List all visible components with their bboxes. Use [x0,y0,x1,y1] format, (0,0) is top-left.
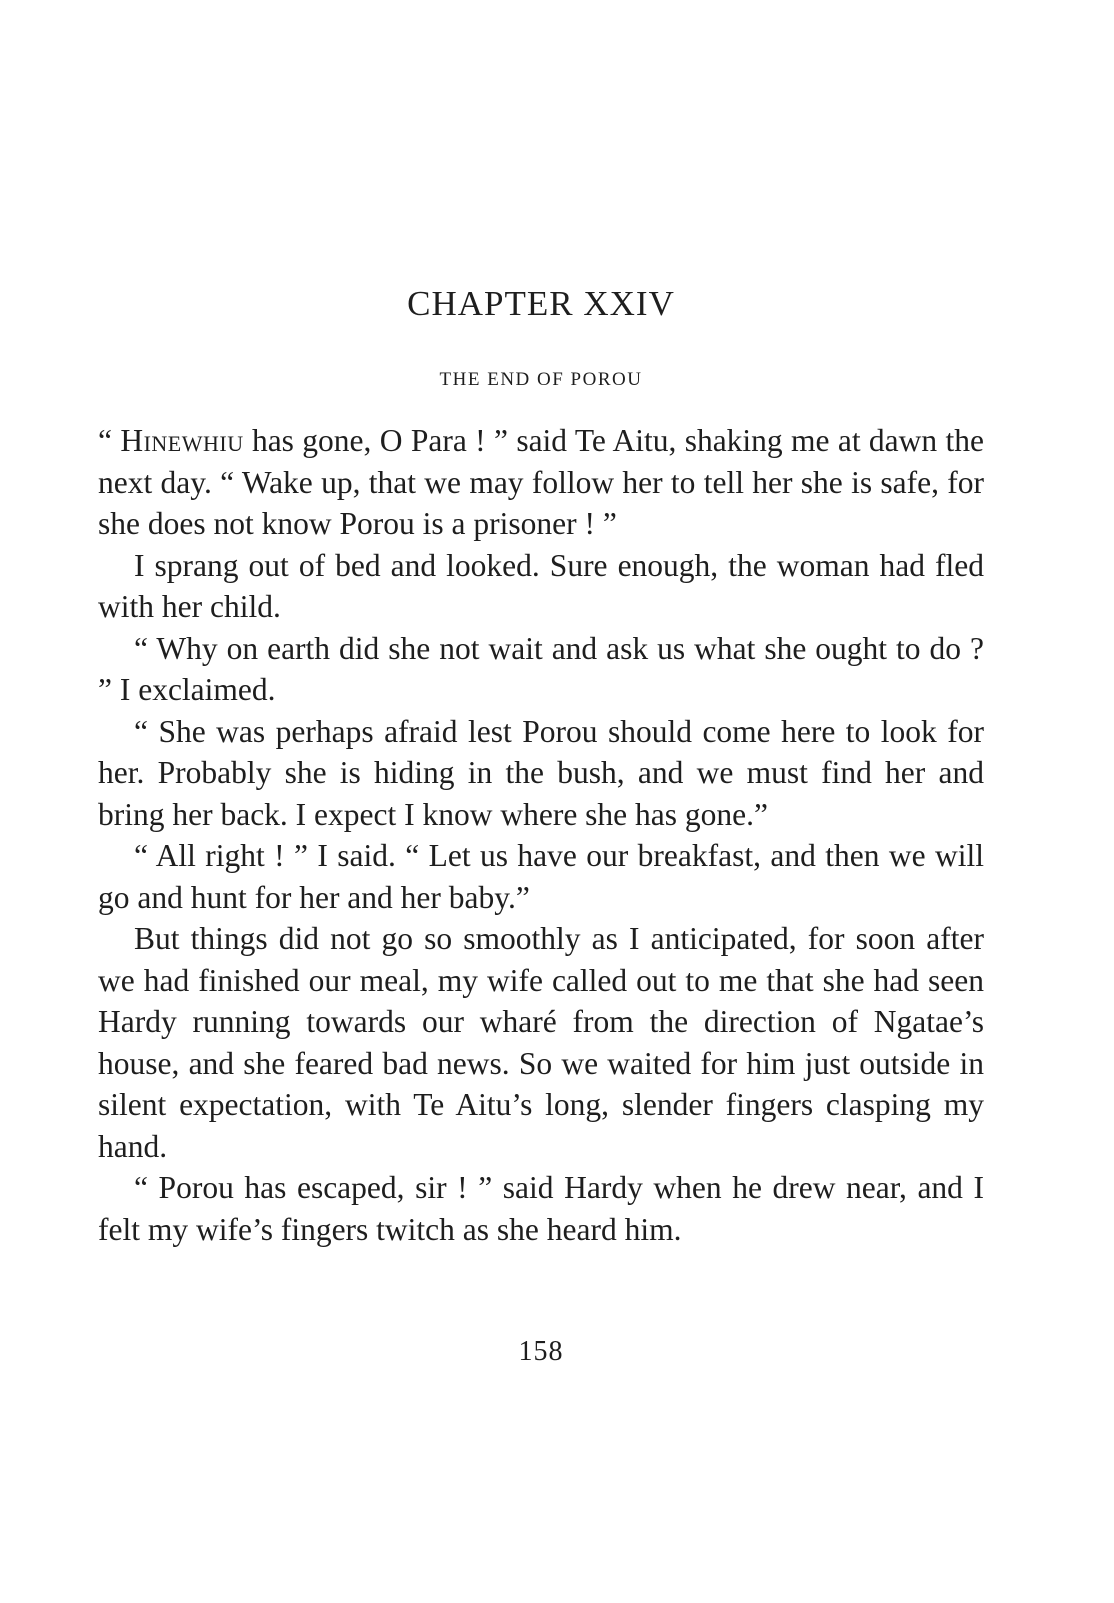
chapter-subtitle: THE END OF POROU [439,369,643,390]
paragraph-4: “ She was perhaps afraid lest Porou should come here to look for her. Probably she is hiding in the bush, and we must find her and bring her back. I expect I know where she has gone.” [98,713,984,832]
paragraph-6: But things did not go so smoothly as I anticipated, for soon after we had finished our meal, my wife called out to me that she had seen Hardy running towards our wharé from the direction of Ngatae’s house, and she feared bad news. So we waited for him just outside in silent expectation, with Te Aitu’s long, slender fingers clasping my hand. [98,921,984,1164]
paragraph-3: “ Why on earth did she not wait and ask us what she ought to do ? ” I exclaimed. [98,630,984,707]
paragraph-7: “ Porou has escaped, sir ! ” said Hardy when he drew near, and I felt my wife’s fingers twitch as she heard him. [98,1170,984,1247]
first-word-small-caps: Hinewhiu [120,423,244,458]
chapter-body [98,420,984,1250]
paragraph-2: I sprang out of bed and looked. Sure enough, the woman had fled with her child. [98,547,984,624]
paragraph-1-text: has gone, O Para ! ” said Te Aitu, shaking me at dawn the next day. “ Wake up, that we may follow her to tell her she is safe, for she does not know Porou is a prisoner ! ” [98,423,984,541]
paragraph-5: “ All right ! ” I said. “ Let us have our breakfast, and then we will go and hunt for her and her baby.” [98,838,984,915]
page-number: 158 [518,1336,564,1367]
opening-quote: “ [98,423,121,458]
chapter-title: CHAPTER XXIV [407,284,675,323]
paragraph-1 [98,420,984,545]
